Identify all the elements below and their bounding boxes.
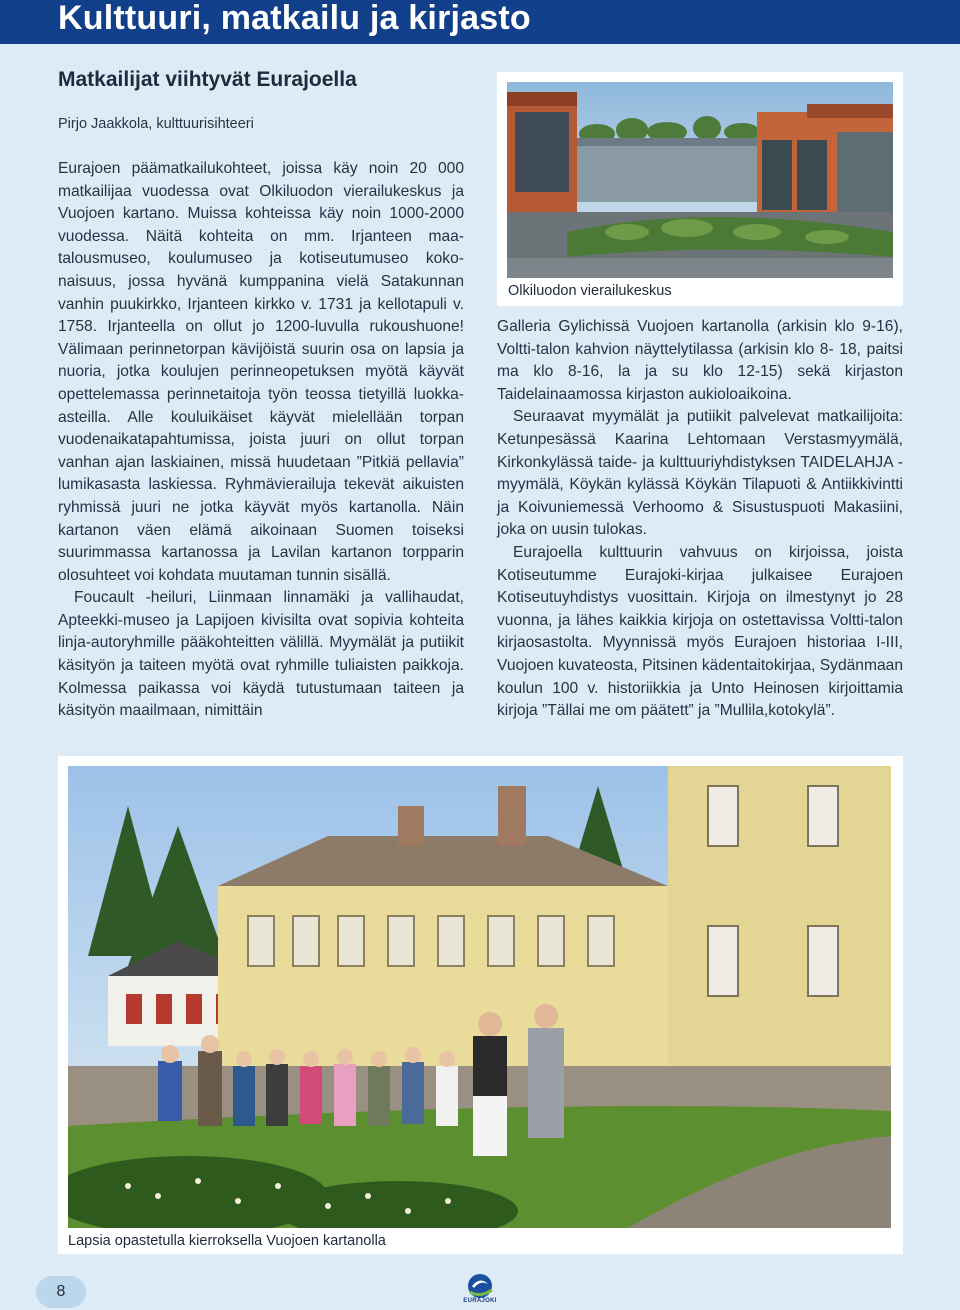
right-text-column: [497, 316, 903, 723]
paragraph: Galleria Gylichissä Vuojoen kartanolla (arkisin klo 9-16), Voltti-talon kahvion näyttelytilassa (arkisin klo 8- 18, paitsi ma klo 8-16, la ja su klo 12-15) sekä kirjaston Taidelainaamossa kirjaston aukioloaikoina.: [497, 318, 903, 403]
photo-visitor-centre-frame: [497, 72, 903, 306]
visitor-centre-photo: [507, 82, 893, 278]
left-text-column: [58, 158, 464, 723]
article-byline: Pirjo Jaakkola, kulttuurisihteeri: [58, 116, 254, 132]
logo-wordmark: EURAJOKI: [463, 1298, 497, 1304]
article-title: Matkailijat viihtyvät Eurajoella: [58, 68, 357, 91]
page-number: 8: [36, 1276, 86, 1308]
paragraph: Eurajoen päämatkailukohteet, joissa käy noin 20 000 matkailijaa vuodessa ovat Olkiluodon vierailukeskus ja Vuojoen kartano. Muissa kohteissa käy noin 1000-2000 vuodessa. Näitä kohteita on mm. Irjanteen maatalousmuseo, koulumuseo ja kotiseutumuseo kokonaisuus, jossa hyvänä kumppanina vielä Satakunnan vanhin puukirkko, Irjanteen kirkko v. 1731 ja kellotapuli v. 1758. Irjanteella on ollut jo 1200-luvulla rukoushuone! Välimaan perinnetorpan kävijöistä suurin osa on lapsia ja nuoria, jotka koulujen perinneopetuksen myötä käyvät opettelemassa perinnetaitoja työn teossa tietyillä luokka-asteilla. Alle kouluikäiset käyvät mielellään torpan vuodenaikatapahtumissa, joista juuri on ollut torpan vanhan ajan laskiainen, missä huudetaan ”Pitkiä pellavia” lumikasasta laskiessa. Ryhmävierailuja tekevät aikuisten ryhmissä juuri ne jotka käyvät myös kartanolla. Näin kartanon väen elämä aikoinaan Suomen toiseksi suurimmassa kartanossa ja Lavilan kartanon torpparin olosuhteet voi kohdata muutaman tunnin sisällä.: [58, 160, 464, 584]
paragraph: Foucault -heiluri, Liinmaan linnamäki ja vallihaudat, Apteekki-museo ja Lapijoen kivisilta ovat sopivia kohteita linja-autoryhmille pääkohteitten välillä. Myymälät ja putiikit käsityön ja taiteen myötä ovat ryhmille tuliaisten paikkoja. Kolmessa paikassa voi käydä tutustumaan taiteen ja käsityön maailmaan, nimittäin: [58, 589, 464, 720]
section-title: Kulttuuri, matkailu ja kirjasto: [58, 0, 531, 37]
manor-children-photo: [68, 766, 891, 1228]
paragraph: Seuraavat myymälät ja putiikit palvelevat matkailijoita: Ketunpesässä Kaarina Lehtomaan Verstasmyymälä, Kirkonkylässä taide- ja kulttuuriyhdistyksen TAIDELAHJA -myymälä, Köykän kylässä Köykän Tilapuoti & Antiikkivintti ja Koivuniemessä Verhoomo & Sisustuspuoti Makasiini, joka on uusin tulokas.: [497, 408, 903, 539]
paragraph: Eurajoella kulttuurin vahvuus on kirjoissa, joista Kotiseutumme Eurajoki-kirjaa julkaisee Eurajoen Kotiseutuyhdistys vuosittain. Kirjoja on ilmestynyt jo 28 vuonna, ja lähes kaikkia kirjoja on ostettavissa Voltti-talon kirjaosastolta. Myynnissä myös Eurajoen historiaa I-III, Vuojoen kuvateosta, Pitsinen kädentaitokirjaa, Sydänmaan koulun 100 v. historiikkia ja Unto Heinosen kirjoittamia kirjoja ”Tällai me om päätett” ja ”Mullila,kotokylä”.: [497, 543, 903, 720]
photo-manor-frame: [58, 756, 903, 1254]
photo-caption: Lapsia opastetulla kierroksella Vuojoen kartanolla: [68, 1233, 386, 1249]
photo-caption: Olkiluodon vierailukeskus: [508, 283, 672, 299]
